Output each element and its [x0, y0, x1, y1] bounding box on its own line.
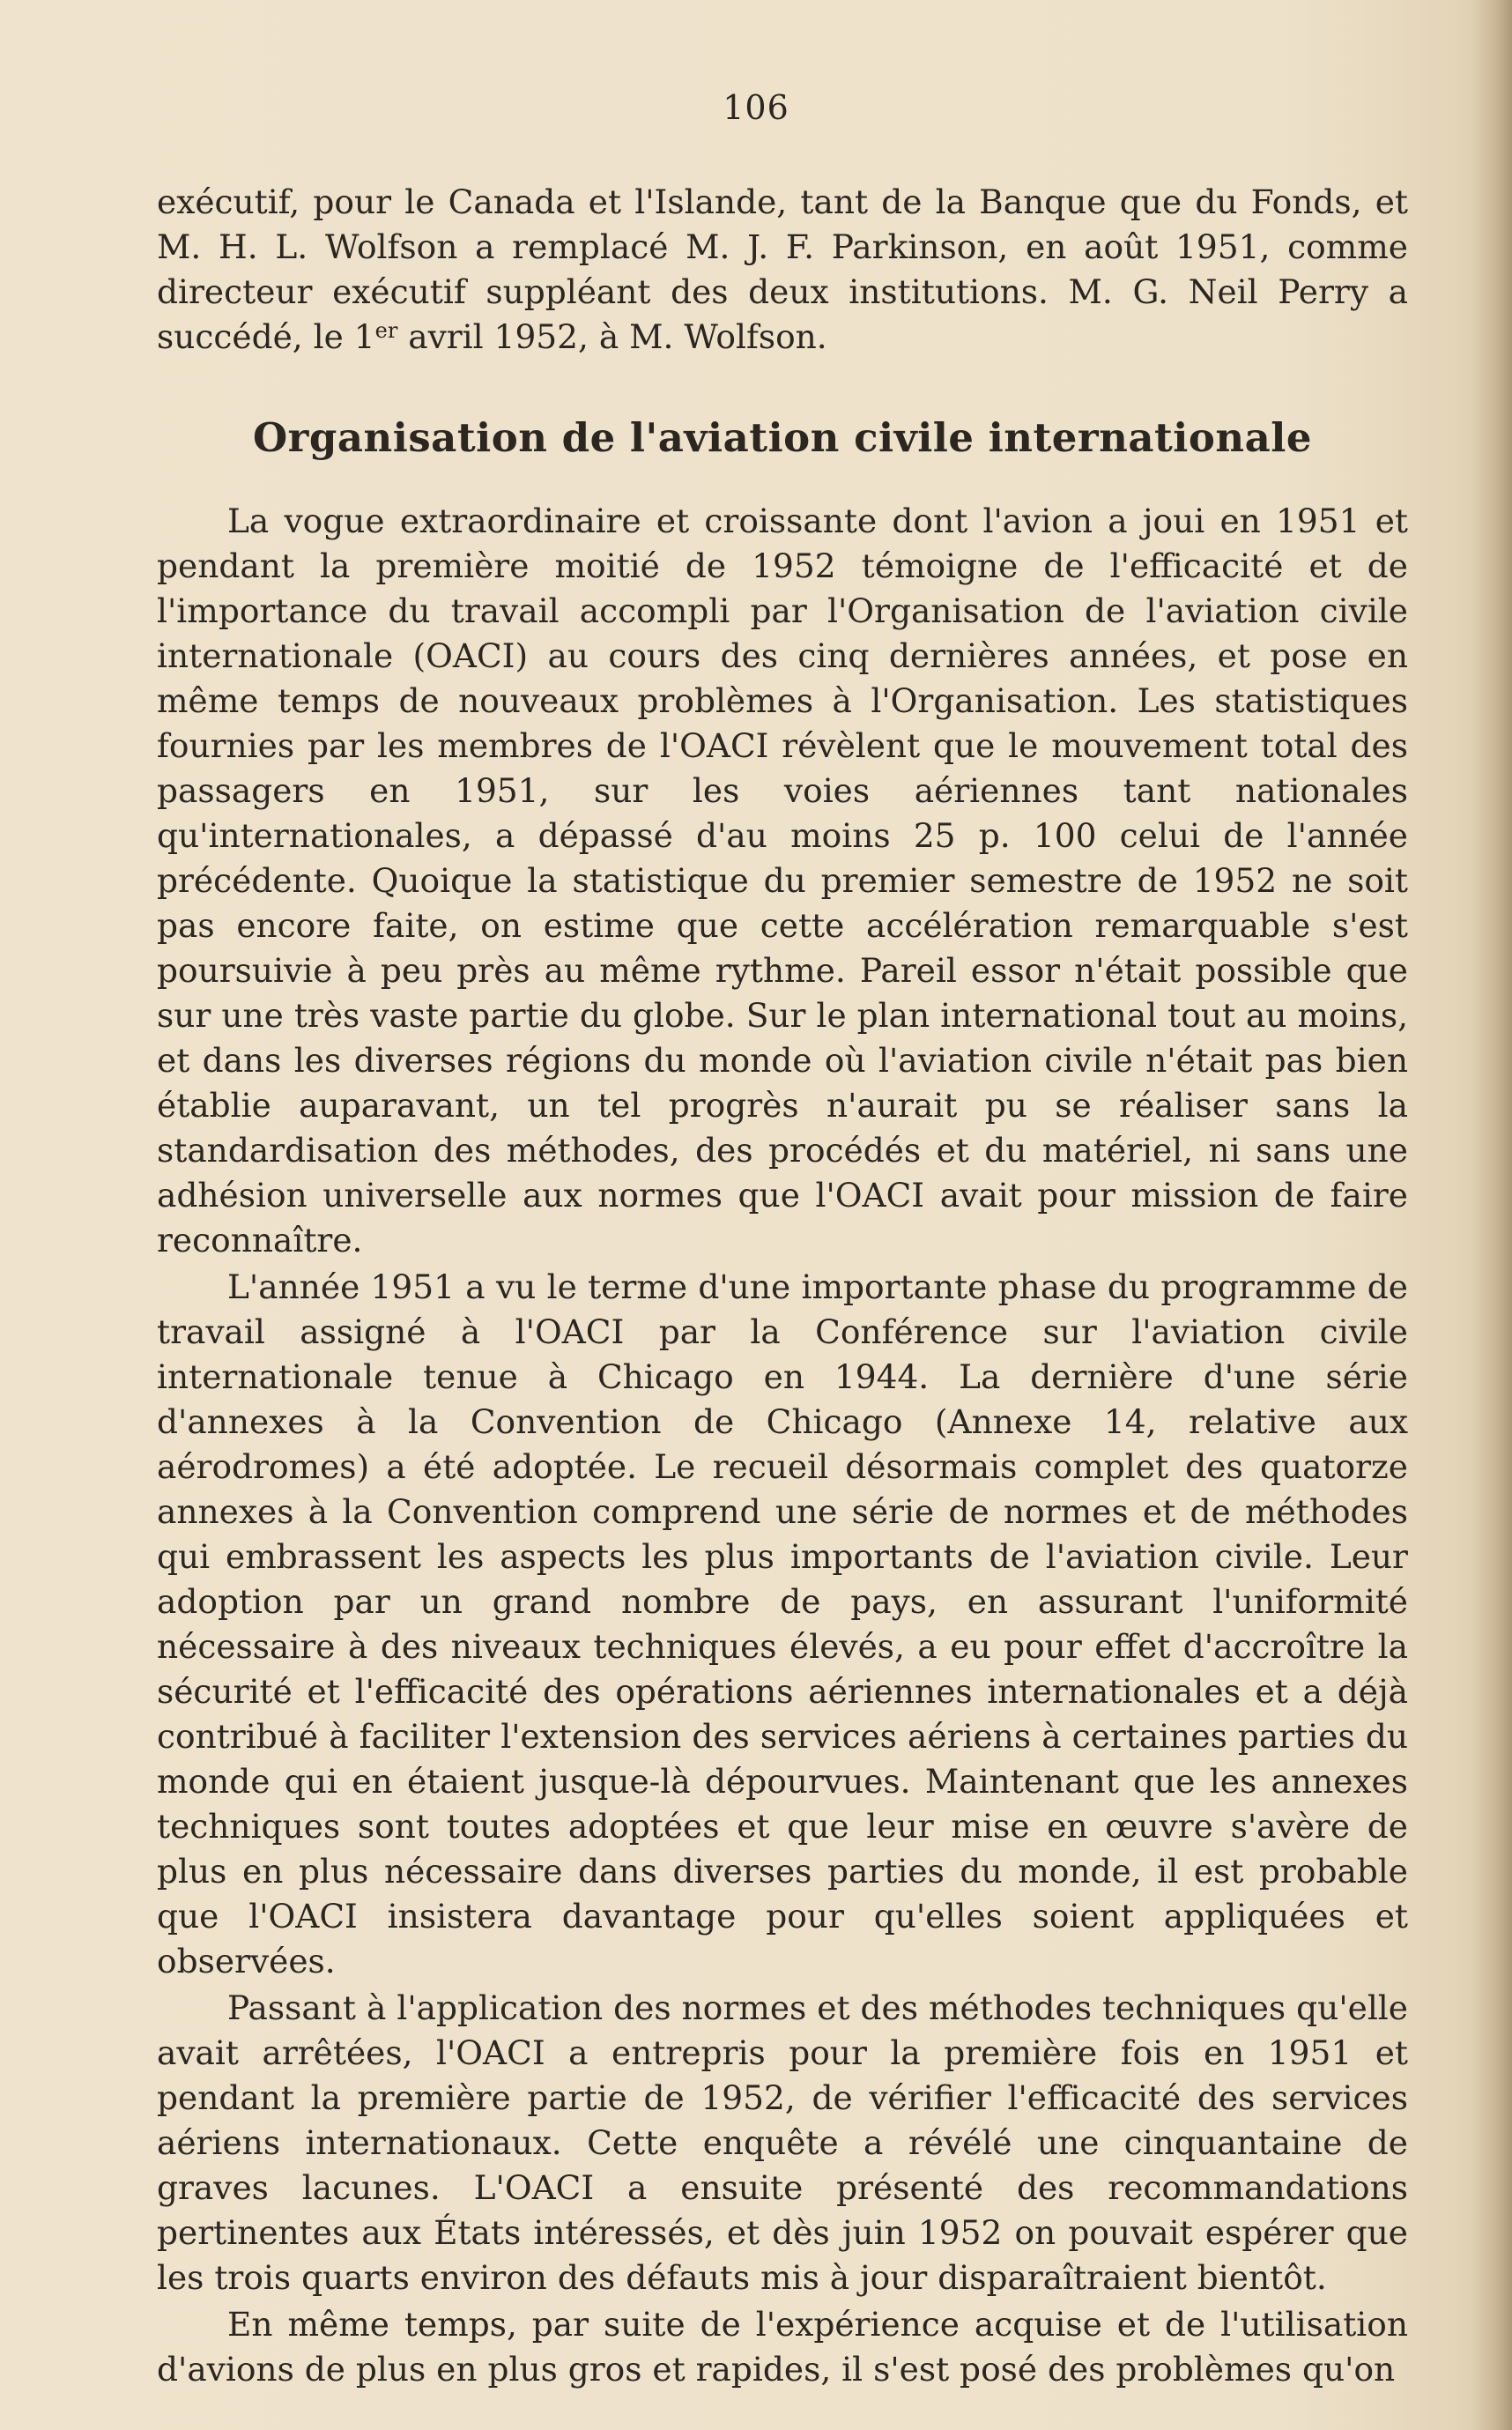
intro-paragraph [157, 180, 1408, 360]
page-number: 106 [723, 88, 789, 127]
body-paragraph-3: Passant à l'application des normes et des méthodes techniques qu'elle avait arrêtées, l'OACI a entrepris pour la première fois en 1951 et pendant la première partie de 1952, de vérifier l'efficacité des services aériens internationaux. Cette enquête a révélé une cinquantaine de graves lacunes. L'OACI a ensuite présenté des recommandations pertinentes aux États intéressés, et dès juin 1952 on pouvait espérer que les trois quarts environ des défauts mis à jour disparaîtraient bientôt. [157, 1988, 1408, 2297]
body-paragraph-1: La vogue extraordinaire et croissante dont l'avion a joui en 1951 et pendant la première moitié de 1952 témoigne de l'efficacité et de l'importance du travail accompli par l'Organisation de l'aviation civile internationale (OACI) au cours des cinq dernières années, et pose en même temps de nouveaux problèmes à l'Organisation. Les statistiques fournies par les membres de l'OACI révèlent que le mouvement total des passagers en 1951, sur les voies aériennes tant nationales qu'internationales, a dépassé d'au moins 25 p. 100 celui de l'année précédente. Quoique la statistique du premier semestre de 1952 ne soit pas encore faite, on estime que cette accélération remarquable s'est poursuivie à peu près au même rythme. Pareil essor n'était possible que sur une très vaste partie du globe. Sur le plan international tout au moins, et dans les diverses régions du monde où l'aviation civile n'était pas bien établie auparavant, un tel progrès n'aurait pu se réaliser sans la standardisation des méthodes, des procédés et du matériel, ni sans une adhésion universelle aux normes que l'OACI avait pour mission de faire reconnaître. [157, 502, 1408, 1260]
section-body [157, 499, 1408, 2392]
intro-text-part-2: avril 1952, à M. Wolfson. [397, 317, 827, 356]
section-heading: Organisation de l'aviation civile internationale [252, 414, 1313, 461]
intro-text-part-1: exécutif, pour le Canada et l'Islande, tant de la Banque que du Fonds, et M. H. L. Wolfson a remplacé M. J. F. Parkinson, en août 1951, comme directeur exécutif suppléant des deux institutions. M. G. Neil Perry a succédé, le 1 [157, 182, 1408, 356]
body-paragraph-2: L'année 1951 a vu le terme d'une importante phase du programme de travail assigné à l'OACI par la Conférence sur l'aviation civile internationale tenue à Chicago en 1944. La dernière d'une série d'annexes à la Convention de Chicago (Annexe 14, relative aux aérodromes) a été adoptée. Le recueil désormais complet des quatorze annexes à la Convention comprend une série de normes et de méthodes qui embrassent les aspects les plus importants de l'aviation civile. Leur adoption par un grand nombre de pays, en assurant l'uniformité nécessaire à des niveaux techniques élevés, a eu pour effet d'accroître la sécurité et l'efficacité des opérations aériennes internationales et a déjà contribué à faciliter l'extension des services aériens à certaines parties du monde qui en étaient jusque-là dépourvues. Maintenant que les annexes techniques sont toutes adoptées et que leur mise en œuvre s'avère de plus en plus nécessaire dans diverses parties du monde, il est probable que l'OACI insistera davantage pour qu'elles soient appliquées et observées. [157, 1267, 1408, 1980]
body-paragraph-4: En même temps, par suite de l'expérience acquise et de l'utilisation d'avions de plus en plus gros et rapides, il s'est posé des problèmes qu'on [157, 2305, 1408, 2389]
intro-text [157, 180, 1408, 360]
page-edge-shadow [1471, 0, 1512, 2430]
ordinal-superscript: er [374, 318, 398, 343]
